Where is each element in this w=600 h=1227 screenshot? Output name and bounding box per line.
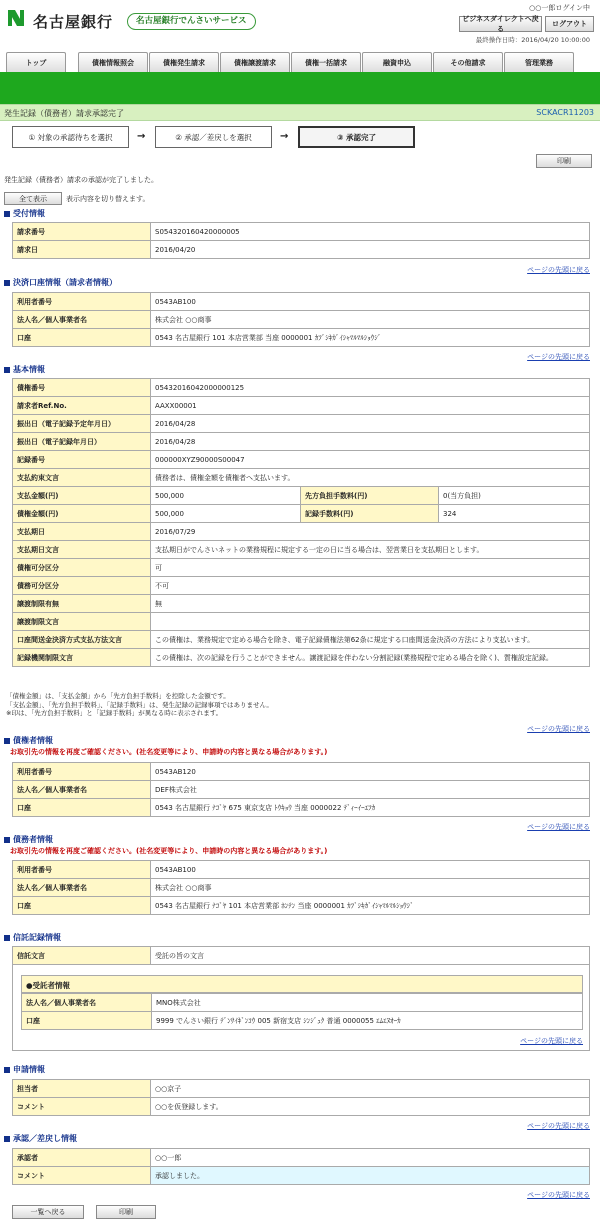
page-top-link[interactable]: ページの先頭に戻る bbox=[527, 266, 590, 274]
login-user: ○○一郎ログイン中 bbox=[529, 4, 590, 12]
table-row: 記録番号 000000XYZ90000S00047 bbox=[13, 451, 590, 469]
table-row: 債権番号 05432016042000000125 bbox=[13, 379, 590, 397]
table-row: 請求者Ref.No. AAXX00001 bbox=[13, 397, 590, 415]
table-row: 口座 9999 でんさい銀行 ﾃﾞﾝｻｲｷﾞﾝｺｳ 005 新宿支店 ｼﾝｼﾞｭｸ 普通 0000055 ｴﾑｴﾇｵｰｶ bbox=[22, 1012, 583, 1030]
section-marker-icon bbox=[4, 738, 10, 744]
section-marker-icon bbox=[4, 935, 10, 941]
table-row: 債権可分区分 可 bbox=[13, 559, 590, 577]
table-row: 法人名／個人事業者名 DEF株式会社 bbox=[13, 781, 590, 799]
table-row: 口座 0543 名古屋銀行 101 本店営業部 当座 0000001 ｶﾌﾞｼｷｶﾞｲｼｬﾏﾙﾏﾙｼｮｳｼﾞ bbox=[13, 329, 590, 347]
table-row: コメント ○○を仮登録します。 bbox=[13, 1098, 590, 1116]
tab-bulk[interactable]: 債権一括請求 bbox=[291, 52, 361, 72]
tab-loan[interactable]: 融資申込 bbox=[362, 52, 432, 72]
business-direct-button[interactable]: ビジネスダイレクトへ戻る bbox=[459, 16, 542, 32]
debtor-table bbox=[12, 860, 590, 915]
section-marker-icon bbox=[4, 280, 10, 286]
trustee-table bbox=[21, 993, 583, 1030]
table-row: コメント 承認しました。 bbox=[13, 1167, 590, 1185]
table-row: 支払金額(円) 500,000 先方負担手数料(円) 0(当方負担) bbox=[13, 487, 590, 505]
print-button-bottom[interactable]: 印刷 bbox=[96, 1205, 156, 1219]
table-row: 信託文言 受託の旨の文言 bbox=[13, 947, 590, 965]
reception-table bbox=[12, 222, 590, 259]
table-row: 支払約束文言 債務者は、債権金額を債権者へ支払います。 bbox=[13, 469, 590, 487]
green-bar bbox=[0, 72, 600, 104]
service-name: 名古屋銀行でんさいサービス bbox=[127, 13, 256, 30]
table-row: 利用者番号 0543AB100 bbox=[13, 293, 590, 311]
table-row: 口座 0543 名古屋銀行 ﾅｺﾞﾔ 675 東京支店 ﾄｳｷｮｳ 当座 0000022 ﾃﾞｨｰｲｰｴﾌｶ bbox=[13, 799, 590, 817]
screen-id: SCKACR11203 bbox=[536, 108, 594, 117]
table-row: 記録機関制限文言 この債権は、次の記録を行うことができません。譲渡記録を伴わない分割記録(業務規程で定める場合を除く)、質権設定記録。 bbox=[13, 649, 590, 667]
section-basic: 基本情報 bbox=[4, 364, 45, 375]
print-button-top[interactable]: 印刷 bbox=[536, 154, 592, 168]
table-row: 法人名／個人事業者名 株式会社 ○○商事 bbox=[13, 879, 590, 897]
table-row: 担当者 ○○京子 bbox=[13, 1080, 590, 1098]
table-row: 債権金額(円) 500,000 記録手数料(円) 324 bbox=[13, 505, 590, 523]
section-marker-icon bbox=[4, 1067, 10, 1073]
table-row: 法人名／個人事業者名 MNO株式会社 bbox=[22, 994, 583, 1012]
table-row: 口座 0543 名古屋銀行 ﾅｺﾞﾔ 101 本店営業部 ﾎﾝﾃﾝ 当座 0000001 ｶﾌﾞｼｷｶﾞｲｼｬﾏﾙﾏﾙｼｮｳｼﾞ bbox=[13, 897, 590, 915]
step-1: ① 対象の承認待ちを選択 bbox=[12, 126, 129, 148]
table-row: 口座間送金決済方式支払方法文言 この債権は、業務規定で定める場合を除き、電子記録債権法第62条に規定する口座間送金決済の方法により支払います。 bbox=[13, 631, 590, 649]
trust-table bbox=[12, 946, 590, 965]
bank-logo-icon bbox=[6, 8, 26, 30]
section-reception: 受付情報 bbox=[4, 208, 45, 219]
creditor-warning: お取引先の情報を再度ご確認ください。(社名変更等により、申請時の内容と異なる場合があります。) bbox=[10, 748, 328, 756]
page-top-link[interactable]: ページの先頭に戻る bbox=[520, 1037, 583, 1045]
tab-other[interactable]: その他請求 bbox=[433, 52, 503, 72]
bank-name: 名古屋銀行 bbox=[33, 13, 114, 31]
basic-table bbox=[12, 378, 590, 667]
creditor-table bbox=[12, 762, 590, 817]
table-row: 支払期日 2016/07/29 bbox=[13, 523, 590, 541]
step-2: ② 承認／差戻しを選択 bbox=[155, 126, 272, 148]
step-arrow-icon: → bbox=[280, 131, 289, 142]
section-trust: 信託記録情報 bbox=[4, 932, 61, 943]
title-bar bbox=[0, 104, 600, 121]
page-top-link[interactable]: ページの先頭に戻る bbox=[527, 353, 590, 361]
table-row: 請求日 2016/04/20 bbox=[13, 241, 590, 259]
table-row: 振出日（電子記録年月日） 2016/04/28 bbox=[13, 433, 590, 451]
section-apply: 申請情報 bbox=[4, 1064, 45, 1075]
section-debtor: 債務者情報 bbox=[4, 834, 53, 845]
tab-top[interactable]: トップ bbox=[6, 52, 66, 72]
section-creditor: 債権者情報 bbox=[4, 735, 53, 746]
table-row: 法人名／個人事業者名 株式会社 ○○商事 bbox=[13, 311, 590, 329]
complete-message: 発生記録（債務者）請求の承認が完了しました。 bbox=[4, 176, 158, 184]
table-row: 支払期日文言 支払期日がでんさいネットの業務規程に規定する一定の日に当る場合は、翌営業日を支払期日とします。 bbox=[13, 541, 590, 559]
main-nav bbox=[0, 51, 600, 73]
table-row: 譲渡制限文言 bbox=[13, 613, 590, 631]
basic-notes: 「債権金額」は、「支払金額」から「先方負担手数料」を控除した金額です。 「支払金額」、「先方負担手数料」、「記録手数料」は、発生記録の記録事項ではありません。 ※印は、「先方負担手数料」と「記録手数料」が異なる時に表示されます。 bbox=[6, 692, 273, 717]
table-row: 利用者番号 0543AB100 bbox=[13, 861, 590, 879]
table-row: 利用者番号 0543AB120 bbox=[13, 763, 590, 781]
page-title: 発生記録（債務者）請求承認完了 bbox=[4, 109, 124, 118]
page-top-link[interactable]: ページの先頭に戻る bbox=[527, 823, 590, 831]
trust-box bbox=[12, 946, 590, 1051]
page-top-link[interactable]: ページの先頭に戻る bbox=[527, 1122, 590, 1130]
show-all-button[interactable]: 全て表示 bbox=[4, 192, 62, 205]
table-row: 債務可分区分 不可 bbox=[13, 577, 590, 595]
tab-transfer[interactable]: 債権譲渡請求 bbox=[220, 52, 290, 72]
tab-admin[interactable]: 管理業務 bbox=[504, 52, 574, 72]
table-row: 振出日（電子記録予定年月日） 2016/04/28 bbox=[13, 415, 590, 433]
page-top-link[interactable]: ページの先頭に戻る bbox=[527, 1191, 590, 1199]
table-row: 請求番号 S054320160420000005 bbox=[13, 223, 590, 241]
page-top-link[interactable]: ページの先頭に戻る bbox=[527, 725, 590, 733]
section-settlement: 決済口座情報（請求者情報） bbox=[4, 277, 117, 288]
table-row: 承認者 ○○一郎 bbox=[13, 1149, 590, 1167]
tab-issue[interactable]: 債権発生請求 bbox=[149, 52, 219, 72]
step-arrow-icon: → bbox=[137, 131, 146, 142]
back-to-list-button[interactable]: 一覧へ戻る bbox=[12, 1205, 84, 1219]
section-marker-icon bbox=[4, 837, 10, 843]
approval-table bbox=[12, 1148, 590, 1185]
show-all-description: 表示内容を切り替えます。 bbox=[66, 195, 150, 203]
debtor-warning: お取引先の情報を再度ご確認ください。(社名変更等により、申請時の内容と異なる場合があります。) bbox=[10, 847, 328, 855]
section-marker-icon bbox=[4, 367, 10, 373]
table-row: 譲渡制限有無 無 bbox=[13, 595, 590, 613]
trustee-subheader: ●受託者情報 bbox=[21, 975, 583, 993]
settlement-table bbox=[12, 292, 590, 347]
section-marker-icon bbox=[4, 1136, 10, 1142]
section-marker-icon bbox=[4, 211, 10, 217]
section-approval: 承認／差戻し情報 bbox=[4, 1133, 77, 1144]
apply-table bbox=[12, 1079, 590, 1116]
tab-inquiry[interactable]: 債権情報照会 bbox=[78, 52, 148, 72]
logout-button[interactable]: ログアウト bbox=[545, 16, 594, 32]
step-3: ③ 承認完了 bbox=[298, 126, 415, 148]
last-operation-time: 最終操作日時：2016/04/20 10:00:00 bbox=[475, 36, 590, 44]
